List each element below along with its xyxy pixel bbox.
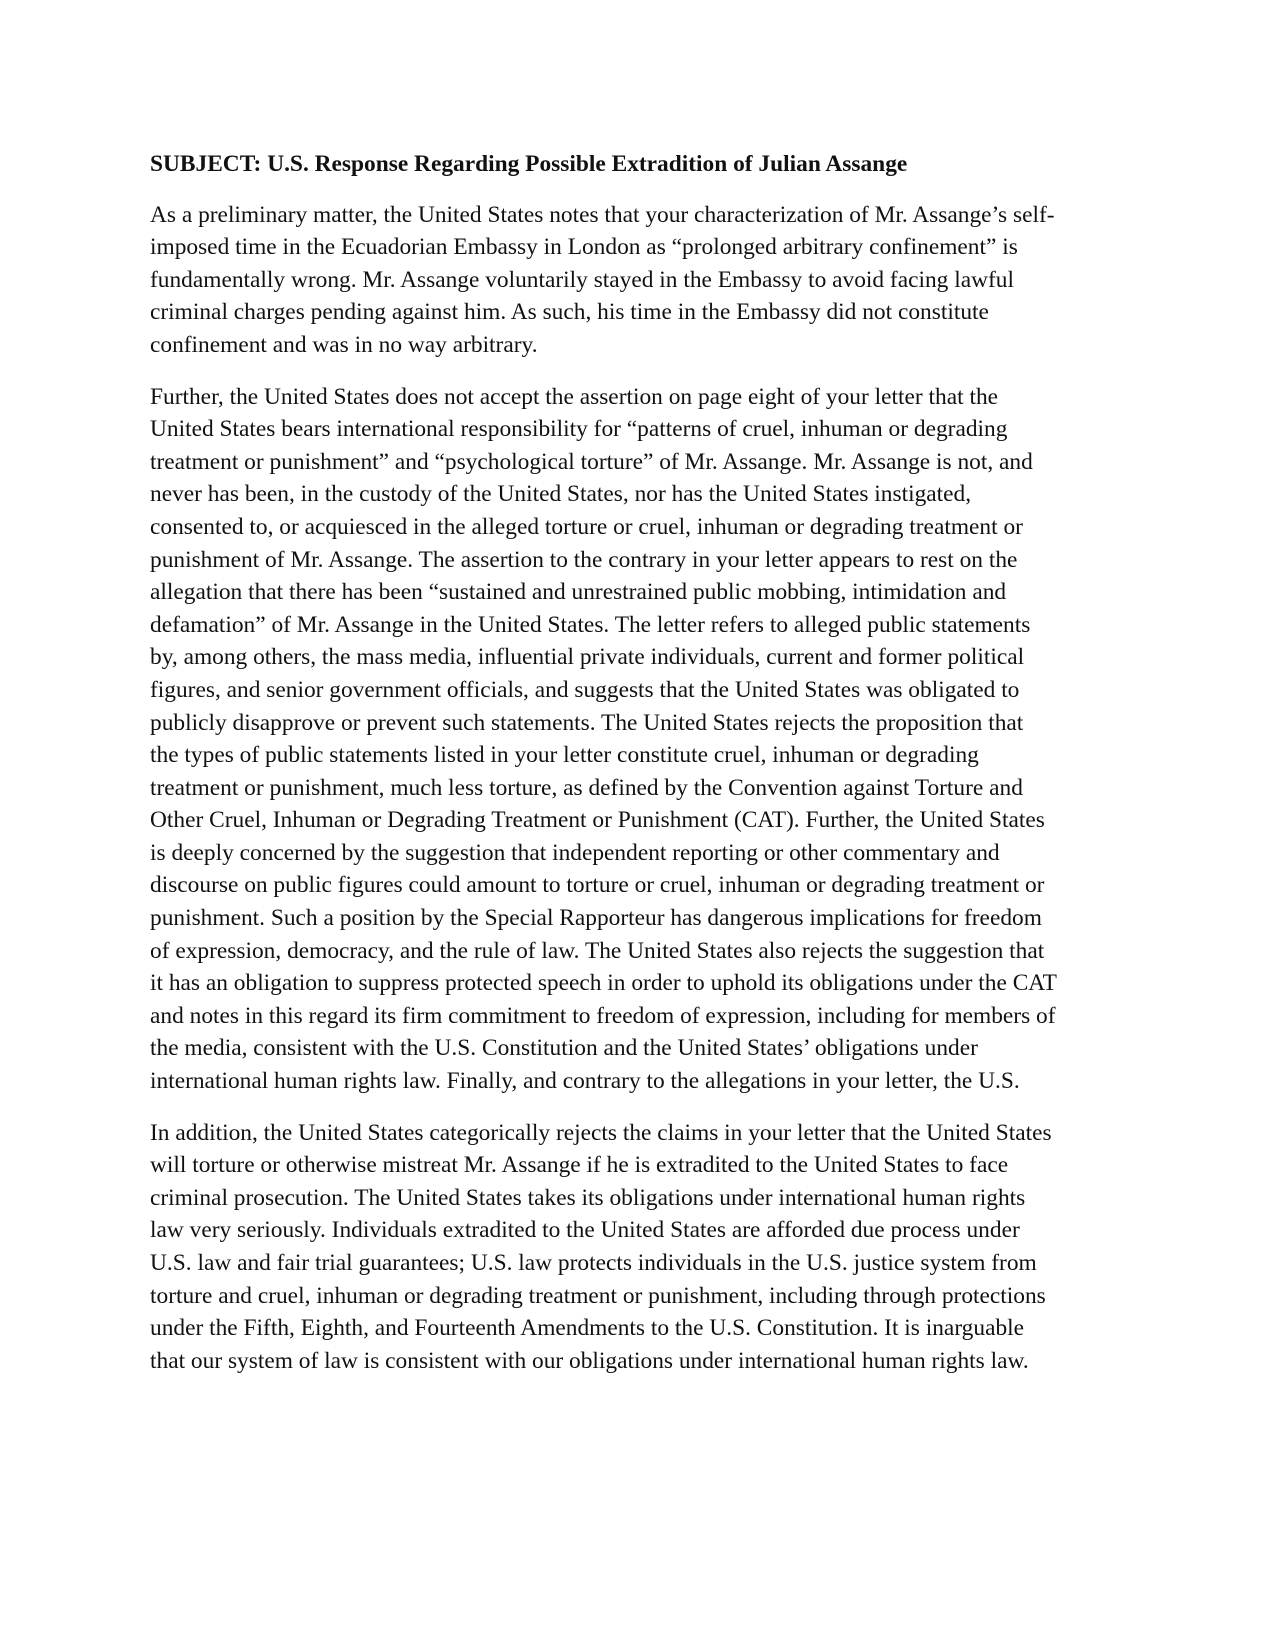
text-line: treatment or punishment, much less torture, as defined by the Convention against Torture and: [150, 774, 1023, 801]
text-line: United States bears international responsibility for “patterns of cruel, inhuman or degrading: [150, 416, 1008, 443]
text-line: treatment or punishment” and “psychological torture” of Mr. Assange. Mr. Assange is not, and: [150, 448, 1033, 475]
text-line: law very seriously. Individuals extradited to the United States are afforded due process under: [150, 1217, 1020, 1244]
text-line: is deeply concerned by the suggestion that independent reporting or other commentary and: [150, 839, 1000, 866]
text-line: imposed time in the Ecuadorian Embassy in London as “prolonged arbitrary confinement” is: [150, 234, 1018, 261]
text-line: Further, the United States does not accept the assertion on page eight of your letter that the: [150, 383, 999, 410]
text-line: criminal prosecution. The United States takes its obligations under international human rights: [150, 1184, 1026, 1211]
text-line: that our system of law is consistent with our obligations under international human rights law.: [150, 1347, 1029, 1374]
text-line: In addition, the United States categorically rejects the claims in your letter that the United States: [150, 1119, 1052, 1146]
text-line: allegation that there has been “sustained and unrestrained public mobbing, intimidation and: [150, 579, 1007, 606]
text-line: and notes in this regard its firm commitment to freedom of expression, including for members of: [150, 1002, 1056, 1029]
text-line: U.S. law and fair trial guarantees; U.S. law protects individuals in the U.S. justice system from: [150, 1250, 1037, 1276]
text-line: never has been, in the custody of the United States, nor has the United States instigated,: [150, 481, 972, 508]
paragraph-2: [150, 381, 1130, 1098]
text-line: publicly disapprove or prevent such statements. The United States rejects the proposition that: [150, 709, 1024, 736]
document-body: [150, 148, 1130, 1396]
text-line: punishment of Mr. Assange. The assertion to the contrary in your letter appears to rest on the: [150, 546, 1018, 573]
text-line: the types of public statements listed in your letter constitute cruel, inhuman or degrading: [150, 742, 979, 769]
text-line: torture and cruel, inhuman or degrading treatment or punishment, including through protections: [150, 1282, 1046, 1309]
text-line: fundamentally wrong. Mr. Assange voluntarily stayed in the Embassy to avoid facing lawful: [150, 266, 1014, 293]
text-line: under the Fifth, Eighth, and Fourteenth Amendments to the U.S. Constitution. It is inarguable: [150, 1315, 1025, 1342]
text-line: figures, and senior government officials, and suggests that the United States was obligated to: [150, 676, 1020, 703]
text-line: Other Cruel, Inhuman or Degrading Treatment or Punishment (CAT). Further, the United States: [150, 807, 1045, 834]
text-line: consented to, or acquiesced in the alleged torture or cruel, inhuman or degrading treatment or: [150, 513, 1023, 540]
paragraph-1: [150, 199, 1130, 362]
text-line: will torture or otherwise mistreat Mr. Assange if he is extradited to the United States to face: [150, 1152, 1009, 1179]
text-line: it has an obligation to suppress protected speech in order to uphold its obligations under the CAT: [150, 970, 1057, 997]
text-line: international human rights law. Finally, and contrary to the allegations in your letter, the U.S.: [150, 1068, 1020, 1095]
text-line: defamation” of Mr. Assange in the United States. The letter refers to alleged public statements: [150, 611, 1031, 638]
subject-heading: SUBJECT: U.S. Response Regarding Possible Extradition of Julian Assange: [150, 151, 908, 177]
text-line: criminal charges pending against him. As such, his time in the Embassy did not constitute: [150, 299, 989, 326]
text-line: As a preliminary matter, the United States notes that your characterization of Mr. Assange’s self-: [150, 201, 1055, 228]
text-line: discourse on public figures could amount to torture or cruel, inhuman or degrading treatment or: [150, 872, 1045, 899]
text-line: the media, consistent with the U.S. Constitution and the United States’ obligations under: [150, 1035, 978, 1062]
paragraph-3: [150, 1117, 1130, 1378]
text-line: of expression, democracy, and the rule of law. The United States also rejects the suggestion that: [150, 937, 1045, 964]
text-line: confinement and was in no way arbitrary.: [150, 331, 538, 358]
text-line: by, among others, the mass media, influential private individuals, current and former political: [150, 644, 1025, 671]
text-line: punishment. Such a position by the Special Rapporteur has dangerous implications for freedom: [150, 905, 1042, 932]
